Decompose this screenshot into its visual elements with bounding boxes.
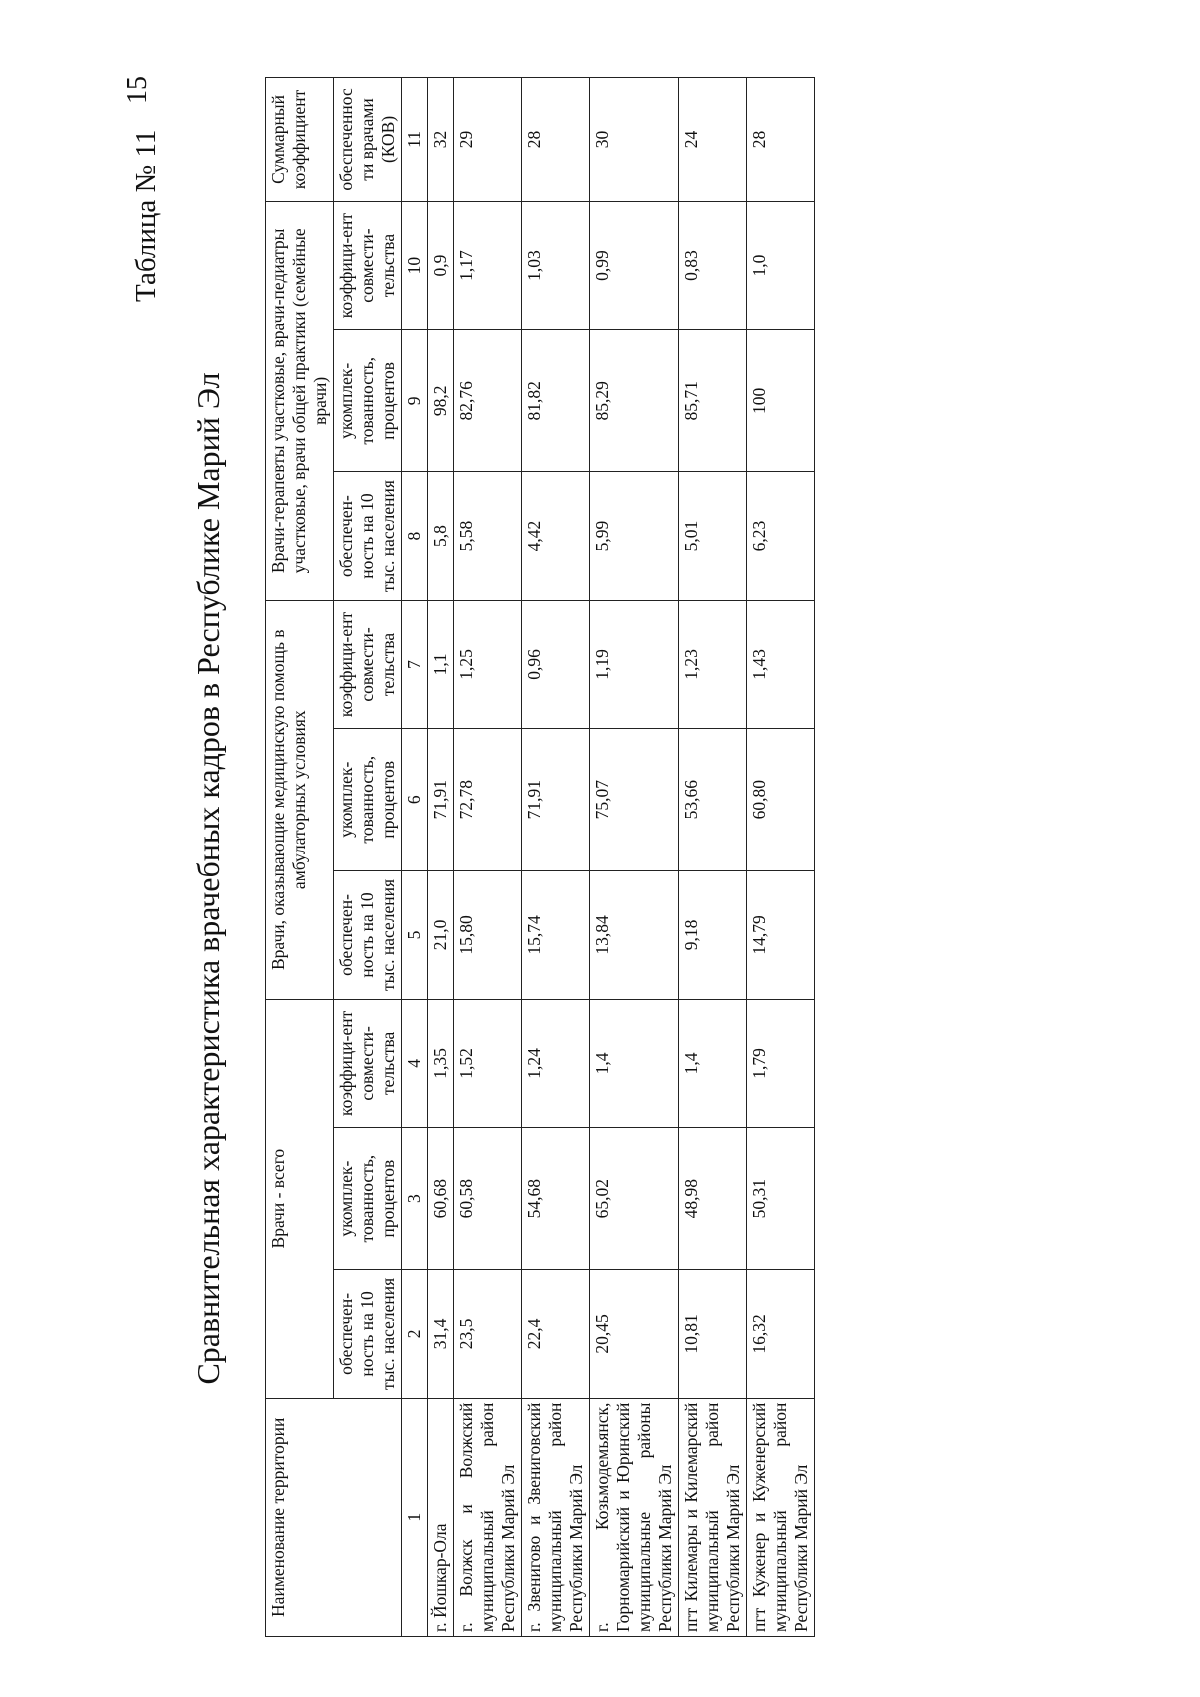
table-cell: 71,91 xyxy=(428,729,454,871)
table-cell: 60,68 xyxy=(428,1128,454,1270)
column-number: 7 xyxy=(402,600,428,728)
table-cell: 65,02 xyxy=(590,1128,679,1270)
table-cell: 4,42 xyxy=(522,472,590,600)
table-cell: 1,4 xyxy=(590,999,679,1127)
subheader-c11: обеспеченнос ти врачами (КОВ) xyxy=(334,78,402,202)
table-cell: 1,03 xyxy=(522,201,590,329)
territory-name: г. Йошкар-Ола xyxy=(428,1398,454,1636)
table-cell: 28 xyxy=(522,78,590,202)
subheader-c8: обеспечен-ность на 10 тыс. населения xyxy=(334,472,402,600)
table-row xyxy=(454,78,522,1637)
header-group-doctors-total: Врачи - всего xyxy=(266,999,334,1398)
table-cell: 20,45 xyxy=(590,1270,679,1398)
table-cell: 60,80 xyxy=(747,729,815,871)
table-cell: 1,0 xyxy=(747,201,815,329)
table-cell: 0,96 xyxy=(522,600,590,728)
table-cell: 53,66 xyxy=(679,729,747,871)
column-number: 2 xyxy=(402,1270,428,1398)
table-cell: 5,01 xyxy=(679,472,747,600)
table-cell: 29 xyxy=(454,78,522,202)
table-cell: 1,25 xyxy=(454,600,522,728)
table-cell: 54,68 xyxy=(522,1128,590,1270)
staffing-table xyxy=(265,77,815,1637)
table-cell: 5,8 xyxy=(428,472,454,600)
column-number: 1 xyxy=(402,1398,428,1636)
table-cell: 5,58 xyxy=(454,472,522,600)
column-number-row xyxy=(402,78,428,1637)
table-row xyxy=(522,78,590,1637)
table-cell: 24 xyxy=(679,78,747,202)
table-cell: 1,35 xyxy=(428,999,454,1127)
table-cell: 75,07 xyxy=(590,729,679,871)
territory-name: г. Козьмодемьянск, Горномарийский и Юринский муниципальные районы Республики Марий Эл xyxy=(590,1398,679,1636)
column-number: 11 xyxy=(402,78,428,202)
table-cell: 1,4 xyxy=(679,999,747,1127)
table-cell: 9,18 xyxy=(679,871,747,999)
table-row xyxy=(679,78,747,1637)
table-label: Таблица № 11 xyxy=(130,129,162,302)
column-number: 4 xyxy=(402,999,428,1127)
table-cell: 5,99 xyxy=(590,472,679,600)
table-cell: 14,79 xyxy=(747,871,815,999)
header-group-outpatient: Врачи, оказывающие медицинскую помощь в амбулаторных условиях xyxy=(266,600,334,999)
table-cell: 1,52 xyxy=(454,999,522,1127)
header-group-summary: Суммарный коэффициент xyxy=(266,78,334,202)
table-cell: 1,43 xyxy=(747,600,815,728)
table-cell: 31,4 xyxy=(428,1270,454,1398)
table-cell: 13,84 xyxy=(590,871,679,999)
table-cell: 60,58 xyxy=(454,1128,522,1270)
column-number: 3 xyxy=(402,1128,428,1270)
table-cell: 85,71 xyxy=(679,330,747,472)
table-cell: 81,82 xyxy=(522,330,590,472)
table-row xyxy=(428,78,454,1637)
territory-name: г. Волжск и Волжский муниципальный район Республики Марий Эл xyxy=(454,1398,522,1636)
table-cell: 21,0 xyxy=(428,871,454,999)
column-number: 5 xyxy=(402,871,428,999)
column-number: 6 xyxy=(402,729,428,871)
table-cell: 30 xyxy=(590,78,679,202)
table-cell: 82,76 xyxy=(454,330,522,472)
table-cell: 72,78 xyxy=(454,729,522,871)
table-cell: 1,19 xyxy=(590,600,679,728)
subheader-c5: обеспечен-ность на 10 тыс. населения xyxy=(334,871,402,999)
territory-name: пгт Куженер и Куженерский муниципальный район Республики Марий Эл xyxy=(747,1398,815,1636)
table-cell: 28 xyxy=(747,78,815,202)
table-cell: 23,5 xyxy=(454,1270,522,1398)
table-cell: 15,80 xyxy=(454,871,522,999)
table-row xyxy=(590,78,679,1637)
document-title: Сравнительная характеристика врачебных кадров в Республике Марий Эл xyxy=(190,372,226,1385)
table-cell: 1,79 xyxy=(747,999,815,1127)
table-cell: 1,23 xyxy=(679,600,747,728)
table-cell: 50,31 xyxy=(747,1128,815,1270)
table-cell: 85,29 xyxy=(590,330,679,472)
table-cell: 16,32 xyxy=(747,1270,815,1398)
column-number: 9 xyxy=(402,330,428,472)
subheader-c4: коэффици-ент совмести-тельства xyxy=(334,999,402,1127)
table-cell: 100 xyxy=(747,330,815,472)
header-territory: Наименование территории xyxy=(266,1398,402,1636)
table-cell: 10,81 xyxy=(679,1270,747,1398)
table-cell: 0,83 xyxy=(679,201,747,329)
column-number: 8 xyxy=(402,472,428,600)
table-cell: 71,91 xyxy=(522,729,590,871)
table-cell: 98,2 xyxy=(428,330,454,472)
table-row xyxy=(747,78,815,1637)
table-cell: 15,74 xyxy=(522,871,590,999)
table-cell: 1,1 xyxy=(428,600,454,728)
page-number: 15 xyxy=(122,76,153,104)
subheader-c9: укомплек-тованность, процентов xyxy=(334,330,402,472)
table-cell: 48,98 xyxy=(679,1128,747,1270)
table-cell: 6,23 xyxy=(747,472,815,600)
header-group-district: Врачи-терапевты участковые, врачи-педиатры участковые, врачи общей практики (семейные врачи) xyxy=(266,201,334,600)
table-cell: 0,9 xyxy=(428,201,454,329)
subheader-c3: укомплек-тованность, процентов xyxy=(334,1128,402,1270)
subheader-c6: укомплек-тованность, процентов xyxy=(334,729,402,871)
subheader-c10: коэффици-ент совмести-тельства xyxy=(334,201,402,329)
table-cell: 1,24 xyxy=(522,999,590,1127)
column-number: 10 xyxy=(402,201,428,329)
table-cell: 32 xyxy=(428,78,454,202)
table-cell: 22,4 xyxy=(522,1270,590,1398)
subheader-c7: коэффици-ент совмести-тельства xyxy=(334,600,402,728)
table-cell: 1,17 xyxy=(454,201,522,329)
territory-name: пгт Килемары и Килемарский муниципальный район Республики Марий Эл xyxy=(679,1398,747,1636)
subheader-c2: обеспечен-ность на 10 тыс. населения xyxy=(334,1270,402,1398)
table-cell: 0,99 xyxy=(590,201,679,329)
territory-name: г. Звенигово и Звениговский муниципальный район Республики Марий Эл xyxy=(522,1398,590,1636)
